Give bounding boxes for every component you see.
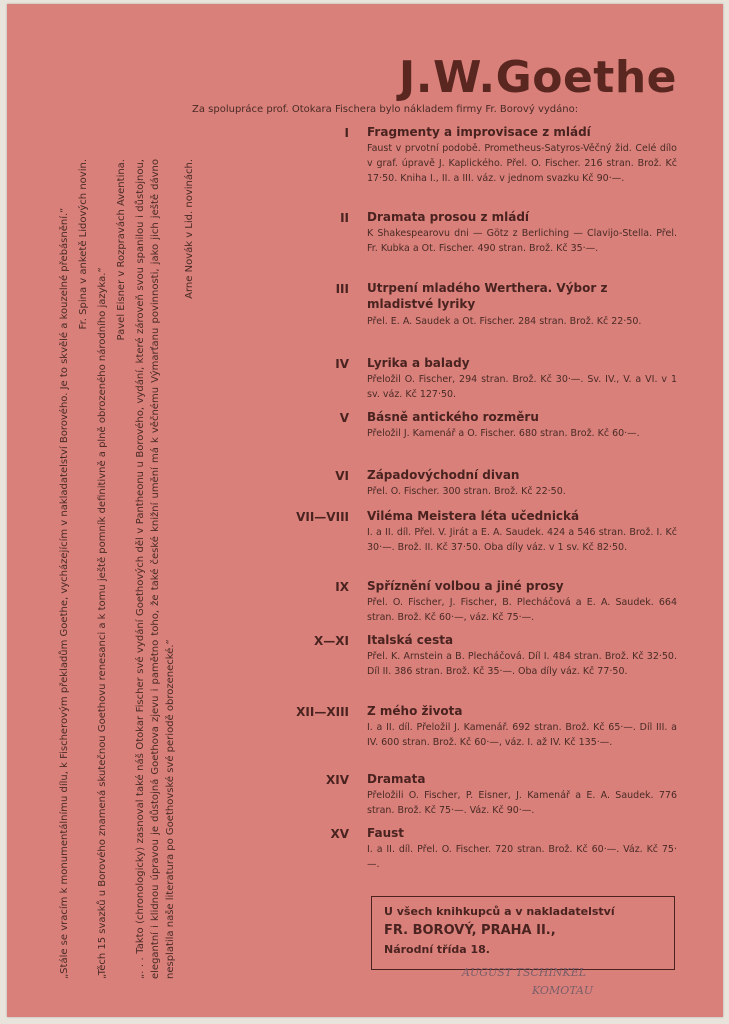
volume-number: III [335,282,349,296]
volume-number: X—XI [314,634,349,648]
book-title: Západovýchodní divan [367,468,520,482]
book-description: Přel. O. Fischer. 300 stran. Brož. Kč 22·50. [367,486,566,497]
handwritten-note: KOMOTAU [532,984,594,997]
publisher-subtitle: Za spolupráce prof. Otokara Fischera bylo nákladem firmy Fr. Borový vydáno: [192,104,579,115]
handwritten-note: AUGUST TSCHINKEL [462,966,587,979]
book-description: Přeložil J. Kamenář a O. Fischer. 680 stran. Brož. Kč 60·—. [367,428,640,439]
book-description: Přeložil O. Fischer, 294 stran. Brož. Kč 30·—. Sv. IV., V. a VI. v 1 sv. váz. Kč 127·50. [367,374,677,400]
book-description: I. a II. díl. Přel. O. Fischer. 720 stran. Brož. Kč 60·—. Váz. Kč 75·—. [367,844,677,870]
book-title: Viléma Meistera léta učednická [367,509,580,523]
book-description: Přel. K. Arnstein a B. Plecháčová. Díl I. 484 stran. Brož. Kč 32·50. Díl II. 386 stran. Brož. Kč 35·—. Oba díly váz. Kč 77·50. [367,651,677,677]
book-title: Z mého života [367,704,463,718]
volume-number: IX [335,580,349,594]
page-title: J.W.Goethe [398,52,677,103]
volume-number: I [344,126,349,140]
volume-number: VI [335,469,349,483]
book-title: Faust [367,826,405,840]
review-quote: „Stále se vracím k monumentálnímu dílu, k Fischerovým překladům Goethe, vycházejícím v nakladatelství Borového. Je to skvělé a kouzelné přebásnění.“ [59,207,70,979]
volume-number: XII—XIII [296,705,349,719]
publisher-address-box [371,896,675,970]
poster-sheet [7,4,723,1017]
volume-number: VII—VIII [296,510,349,524]
book-title: Utrpení mladého Werthera. Výbor z mladistvé lyriky [367,281,608,311]
volume-number: IV [335,357,349,371]
address-line: U všech knihkupců a v nakladatelství [384,905,615,918]
book-title: Spříznění volbou a jiné prosy [367,579,564,593]
book-title: Básně antického rozměru [367,410,539,424]
publisher-name: FR. BOROVÝ, PRAHA II., [384,923,556,938]
review-signature: Fr. Spina v anketě Lidových novin. [78,159,89,330]
review-signature: Arne Novák v Lid. novinách. [184,159,195,299]
book-description: I. a II. díl. Přel. V. Jirát a E. A. Saudek. 424 a 546 stran. Brož. I. Kč 30·—. Brož. II. Kč 37·50. Oba díly váz. v 1 sv. Kč 82·50. [367,527,677,553]
book-title: Fragmenty a improvisace z mládí [367,125,591,139]
volume-number: XIV [325,773,349,787]
volume-number: V [339,411,349,425]
book-description: I. a II. díl. Přeložil J. Kamenář. 692 stran. Brož. Kč 65·—. Díl III. a IV. 600 stran. Brož. Kč 60·—, váz. I. až IV. Kč 135·—. [367,722,677,748]
volume-number: XV [330,827,349,841]
book-title: Italská cesta [367,633,454,647]
book-description: K Shakespearovu dni — Götz z Berliching — Clavijo-Stella. Přel. Fr. Kubka a Ot. Fischer. 490 stran. Brož. Kč 35·—. [367,228,677,254]
book-title: Dramata prosou z mládí [367,210,530,224]
review-quote: „. . . Takto (chronologicky) zasnoval také náš Otokar Fischer své vydání Goethových děl v Pantheonu u Borového, vydání, které zároveň svou spanilou i důstojnou, elegantní i klidnou úpravou je důstojná Goethova zjevu i pamětno toho, že také české knižní umění má k věčnému Výmarťanu povinnosti, jako jich ještě dávno nesplatila naše literatura po Goethovské své periodě obrozenecké.“ [135,159,176,979]
address-line: Národní třída 18. [384,943,490,956]
book-title: Dramata [367,772,426,786]
book-description: Přeložili O. Fischer, P. Eisner, J. Kamenář a E. A. Saudek. 776 stran. Brož. Kč 75·—. Váz. Kč 90·—. [367,790,677,816]
review-quote: „Těch 15 svazků u Borového znamená skutečnou Goethovu renesanci a k tomu ještě pomník definitivně a plně obrozeného národního jazyka.“ [97,267,108,979]
volume-number: II [340,211,349,225]
book-description: Faust v prvotní podobě. Prometheus-Satyros-Věčný žid. Celé dílo v graf. úpravě J. Kaplického. Přel. O. Fischer. 216 stran. Brož. Kč 17·50. Kniha I., II. a III. váz. v jednom svazku Kč 90·—. [367,143,677,184]
book-description: Přel. O. Fischer, J. Fischer, B. Plecháčová a E. A. Saudek. 664 stran. Brož. Kč 60·—, váz. Kč 75·—. [367,597,677,623]
book-title: Lyrika a balady [367,356,470,370]
book-description: Přel. E. A. Saudek a Ot. Fischer. 284 stran. Brož. Kč 22·50. [367,316,642,327]
review-quotes-sidebar [57,159,207,979]
review-signature: Pavel Eisner v Rozpravách Aventina. [116,159,127,341]
